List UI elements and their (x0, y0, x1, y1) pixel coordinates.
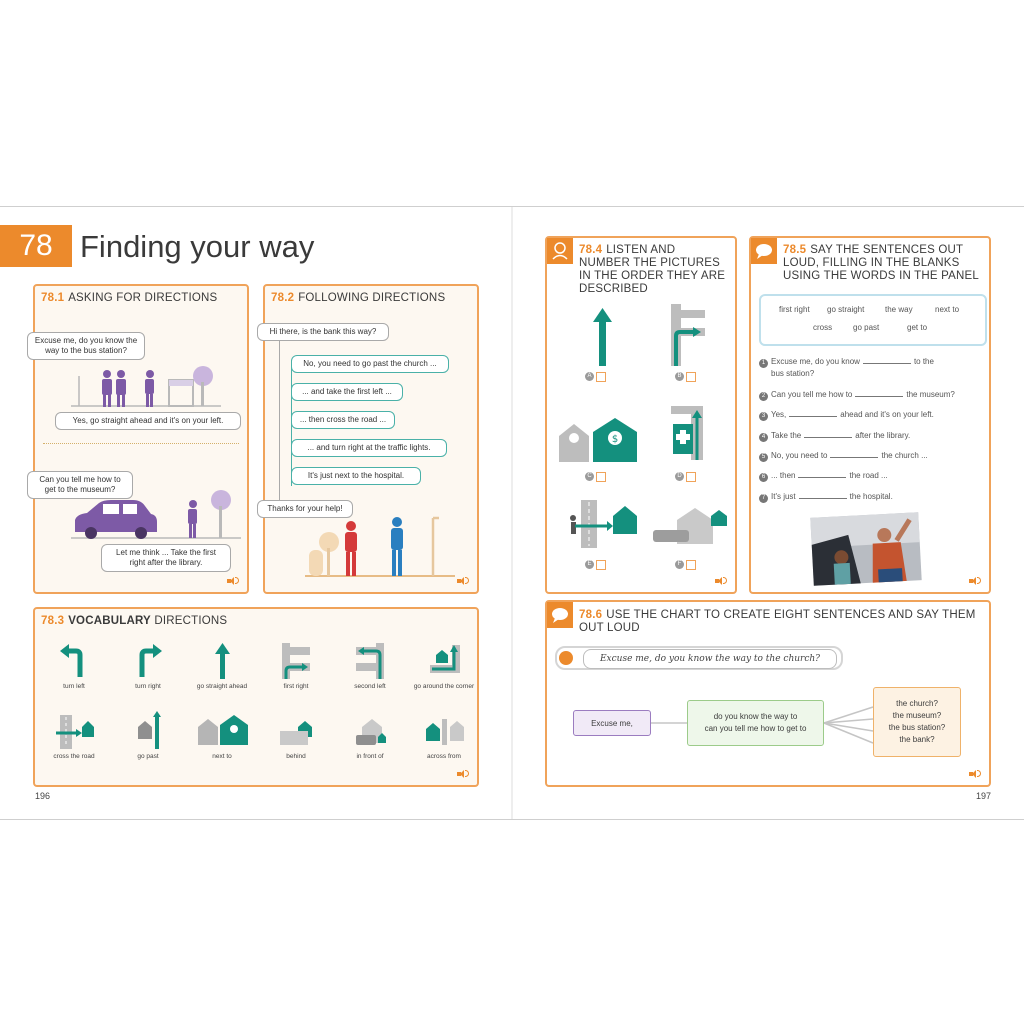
sentence-text: ahead and it's on your left. (840, 410, 934, 419)
sentence-6: 6 ... then the road ... (759, 470, 888, 482)
panel-title (41, 615, 227, 628)
sentence-1: 1 Excuse me, do you know to the bus station? (759, 356, 934, 379)
picture-label: A (585, 372, 594, 381)
panel-title-text: DIRECTIONS (154, 615, 228, 627)
vocab-cross-road (39, 711, 109, 760)
next-to-icon (192, 711, 252, 751)
speech-bubble: Hi there, is the bank this way? (257, 323, 389, 341)
vocab-label: cross the road (53, 753, 95, 760)
speech-bubble: ... then cross the road ... (291, 411, 395, 429)
gutter (511, 207, 513, 819)
turn-right-icon (128, 641, 168, 681)
answer-a[interactable] (585, 368, 606, 386)
sentence-text: the road ... (849, 471, 888, 480)
sentence-text: Take the (771, 431, 802, 440)
sentence-text: to the (913, 357, 934, 366)
turn-left-icon (54, 641, 94, 681)
word-panel (759, 294, 987, 346)
vocab-first-right (261, 641, 331, 690)
conversation-line (279, 336, 280, 506)
panel-number: 78.6 (579, 609, 603, 621)
blank-field[interactable] (863, 356, 911, 364)
blank-field[interactable] (855, 389, 903, 397)
vocab-go-past (113, 711, 183, 760)
sentence-text: bus station? (771, 369, 815, 378)
picture-label: D (675, 472, 684, 481)
sentence-text: No, you need to (771, 451, 828, 460)
in-front-of-icon (348, 711, 392, 751)
audio-icon[interactable] (969, 576, 981, 586)
first-right-icon (276, 641, 316, 681)
word-option: cross (813, 323, 833, 332)
answer-c[interactable] (585, 468, 606, 486)
audio-icon[interactable] (457, 576, 469, 586)
chart-option: the bank? (899, 735, 935, 744)
picture-label: F (675, 560, 684, 569)
audio-icon[interactable] (457, 769, 469, 779)
audio-icon[interactable] (969, 769, 981, 779)
speech-bubble: No, you need to go past the church ... (291, 355, 449, 373)
sentence-4: 4 Take the after the library. (759, 430, 910, 442)
sentence-text: after the library. (855, 431, 911, 440)
listen-icon (547, 238, 573, 264)
divider (43, 443, 239, 444)
vocab-go-straight (187, 641, 257, 690)
panel-number: 78.1 (41, 292, 65, 304)
panel-number: 78.3 (41, 615, 65, 627)
answer-f[interactable] (675, 556, 696, 574)
vocab-label: next to (212, 753, 232, 760)
panel-title (271, 292, 445, 305)
picture-f (651, 504, 731, 548)
cross-road-icon (52, 711, 96, 751)
panel-title-text: LISTEN AND NUMBER THE PICTURES IN THE ORDER THEY ARE DESCRIBED (579, 244, 726, 295)
chart-box-start: Excuse me, (573, 710, 651, 736)
panel-title-text: USE THE CHART TO CREATE EIGHT SENTENCES AND SAY THEM OUT LOUD (579, 609, 976, 634)
speech-bubble: ... and take the first left ... (291, 383, 403, 401)
straight-arrow-icon (202, 641, 242, 681)
speech-bubble: Let me think ... Take the first right after the library. (101, 544, 231, 572)
example-text: Excuse me, do you know the way to the church? (583, 649, 837, 669)
panel-number: 78.5 (783, 244, 807, 256)
unit-title: Finding your way (80, 229, 315, 264)
panel-title-text: FOLLOWING DIRECTIONS (298, 292, 446, 304)
sentence-7: 7 It's just the hospital. (759, 491, 893, 503)
panel-listen-number (545, 236, 737, 594)
chart-option: the museum? (892, 711, 942, 720)
word-option: go straight (827, 305, 865, 314)
photo-driver-asking (807, 509, 925, 589)
book-spread (0, 206, 1024, 820)
unit-number-badge: 78 (0, 225, 72, 267)
vocab-behind (261, 711, 331, 760)
picture-e (565, 500, 641, 550)
vocab-label: in front of (356, 753, 384, 760)
speech-icon (751, 238, 777, 264)
panel-title (579, 244, 729, 296)
sentence-text: Excuse me, do you know (771, 357, 860, 366)
page-number-right: 197 (976, 791, 992, 801)
vocab-label: turn right (135, 683, 161, 690)
blank-field[interactable] (804, 430, 852, 438)
panel-following-directions (263, 284, 479, 594)
sentence-text: the museum? (906, 390, 955, 399)
picture-label: E (585, 560, 594, 569)
speech-bubble: Thanks for your help! (257, 500, 353, 518)
picture-label: C (585, 472, 594, 481)
panel-title-bold: VOCABULARY (68, 615, 151, 627)
vocab-label: go straight ahead (196, 683, 248, 690)
vocab-label: first right (283, 683, 309, 690)
picture-d (669, 402, 713, 462)
sentence-5: 5 No, you need to the church ... (759, 450, 928, 462)
sentence-text: Can you tell me how to (771, 390, 853, 399)
vocab-label: go past (137, 753, 159, 760)
svg-text:$: $ (611, 434, 619, 445)
vocab-turn-right (113, 641, 183, 690)
panel-number: 78.4 (579, 244, 603, 256)
vocab-label: turn left (63, 683, 85, 690)
picture-a (587, 308, 617, 368)
blank-field[interactable] (799, 491, 847, 499)
speech-bubble: Yes, go straight ahead and it's on your left. (55, 412, 241, 430)
blank-field[interactable] (830, 450, 878, 458)
answer-b[interactable] (675, 368, 696, 386)
across-from-icon (422, 711, 466, 751)
vocab-label: second left (354, 683, 386, 690)
vocab-second-left (335, 641, 405, 690)
behind-icon (274, 711, 318, 751)
car-scene-illustration (71, 486, 241, 546)
chart-option: the bus station? (888, 723, 946, 732)
chart-option: can you tell me how to get to (704, 724, 807, 733)
chart-box-middle (687, 700, 824, 746)
around-corner-icon (424, 641, 464, 681)
go-past-icon (128, 711, 168, 751)
chart-box-end (873, 687, 961, 757)
panel-vocabulary (33, 607, 479, 787)
word-option: first right (779, 305, 810, 314)
answer-d[interactable] (675, 468, 696, 486)
speech-bubble: It's just next to the hospital. (291, 467, 421, 485)
panel-fill-blanks (749, 236, 991, 594)
answer-e[interactable] (585, 556, 606, 574)
picture-b (665, 302, 709, 368)
sentence-text: the church ... (881, 451, 928, 460)
panel-title (41, 292, 217, 305)
vocab-label: behind (286, 753, 306, 760)
sentence-text: It's just (771, 492, 796, 501)
sentence-2: 2 Can you tell me how to the museum? (759, 389, 955, 401)
picture-c (557, 416, 647, 464)
word-option: the way (885, 305, 913, 314)
audio-icon[interactable] (227, 576, 239, 586)
vocab-label: across from (427, 753, 461, 760)
sentence-text: Yes, (771, 410, 787, 419)
page-number-left: 196 (35, 791, 51, 801)
sentence-text: the hospital. (849, 492, 893, 501)
word-option: go past (853, 323, 880, 332)
panel-chart-sentences (545, 600, 991, 787)
speech-bubble: Can you tell me how to get to the museum? (27, 471, 133, 499)
vocab-around-corner (409, 641, 479, 690)
sentence-text: ... then (771, 471, 796, 480)
word-option: get to (907, 323, 928, 332)
vocab-across-from (409, 711, 479, 760)
panel-title-text: SAY THE SENTENCES OUT LOUD, FILLING IN THE BLANKS USING THE WORDS IN THE PANEL (783, 244, 980, 282)
vocab-in-front-of (335, 711, 405, 760)
panel-title (783, 244, 988, 283)
word-option: next to (935, 305, 960, 314)
people-illustration (305, 512, 455, 580)
blank-field[interactable] (798, 470, 846, 478)
vocab-label: go around the corner (413, 683, 475, 690)
speech-bubble: ... and turn right at the traffic lights. (291, 439, 447, 457)
speech-bubble: Excuse me, do you know the way to the bus station? (27, 332, 145, 360)
panel-number: 78.2 (271, 292, 295, 304)
panel-title-text: ASKING FOR DIRECTIONS (68, 292, 218, 304)
audio-icon[interactable] (715, 576, 727, 586)
sentence-3: 3 Yes, ahead and it's on your left. (759, 409, 934, 421)
chart-option: do you know the way to (713, 712, 798, 721)
panel-asking-directions (33, 284, 249, 594)
second-left-icon (350, 641, 390, 681)
chart-option: the church? (896, 699, 938, 708)
picture-label: B (675, 372, 684, 381)
vocab-next-to (187, 711, 257, 760)
blank-field[interactable] (789, 409, 837, 417)
street-scene-illustration (71, 354, 221, 414)
vocab-turn-left (39, 641, 109, 690)
